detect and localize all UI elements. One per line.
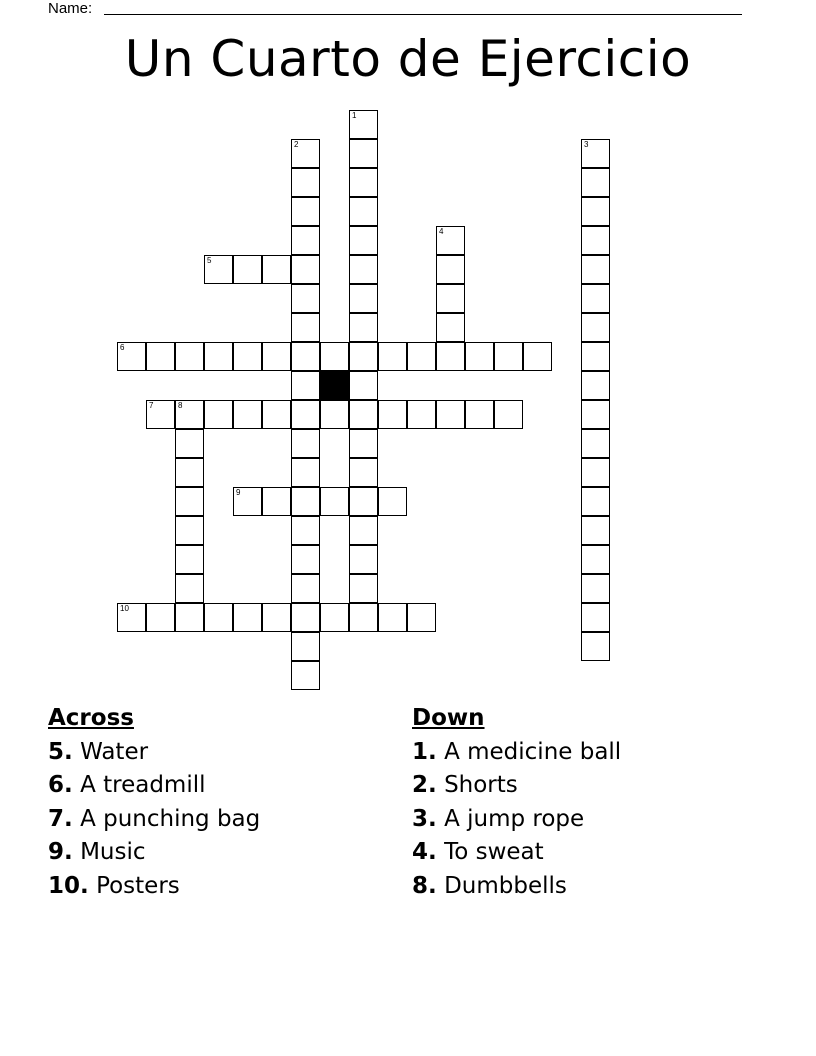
grid-cell[interactable] (146, 400, 175, 429)
across-clues (48, 702, 260, 903)
down-clues (412, 702, 621, 903)
grid-cell[interactable] (233, 255, 262, 284)
grid-cell[interactable] (233, 603, 262, 632)
grid-cell[interactable] (233, 400, 262, 429)
grid-cell[interactable] (581, 603, 610, 632)
grid-cell[interactable] (407, 603, 436, 632)
grid-cell[interactable] (581, 342, 610, 371)
grid-cell[interactable] (262, 342, 291, 371)
name-label: Name: (48, 0, 93, 17)
grid-cell[interactable] (436, 284, 465, 313)
grid-cell[interactable] (291, 226, 320, 255)
grid-cell[interactable] (320, 603, 349, 632)
clue-text: To sweat (444, 839, 544, 865)
grid-cell[interactable] (175, 342, 204, 371)
cell-number: 1 (352, 111, 357, 120)
grid-cell[interactable] (291, 487, 320, 516)
clue-text: Dumbbells (444, 872, 567, 899)
cell-number: 3 (584, 140, 589, 149)
grid-cell[interactable] (523, 342, 552, 371)
grid-cell[interactable] (291, 661, 320, 690)
clue-text: Water (80, 738, 149, 765)
grid-cell[interactable] (436, 400, 465, 429)
cell-number: 10 (120, 604, 129, 613)
cell-number: 6 (120, 343, 125, 352)
grid-cell[interactable] (291, 516, 320, 545)
grid-cell[interactable] (349, 487, 378, 516)
cell-number: 5 (207, 256, 212, 265)
clue-text: Shorts (444, 772, 518, 798)
grid-cell[interactable] (291, 313, 320, 342)
grid-cell[interactable] (349, 545, 378, 574)
grid-cell[interactable] (581, 429, 610, 458)
puzzle-title: Un Cuarto de Ejercicio (124, 30, 692, 88)
grid-cell[interactable] (291, 400, 320, 429)
grid-cell[interactable] (291, 429, 320, 458)
grid-cell[interactable] (291, 255, 320, 284)
clue-text: A treadmill (80, 772, 206, 798)
grid-cell[interactable] (291, 284, 320, 313)
grid-cell[interactable] (349, 313, 378, 342)
grid-cell[interactable] (233, 342, 262, 371)
grid-cell[interactable] (581, 226, 610, 255)
grid-cell[interactable] (436, 226, 465, 255)
grid-cell[interactable] (465, 400, 494, 429)
clue-number: 7. (48, 805, 73, 832)
clue-across-5 (48, 736, 260, 770)
cell-number: 7 (149, 401, 154, 410)
grid-cell[interactable] (465, 342, 494, 371)
grid-cell[interactable] (349, 603, 378, 632)
grid-cell[interactable] (581, 371, 610, 400)
grid-cell[interactable] (291, 603, 320, 632)
grid-cell[interactable] (349, 110, 378, 139)
grid-cell[interactable] (581, 168, 610, 197)
grid-cell[interactable] (291, 168, 320, 197)
grid-cell[interactable] (581, 255, 610, 284)
grid-cell[interactable] (494, 342, 523, 371)
clue-down-4 (412, 836, 621, 870)
clue-text: A punching bag (80, 805, 261, 832)
clue-number: 3. (412, 805, 437, 832)
grid-cell[interactable] (291, 458, 320, 487)
grid-cell[interactable] (349, 168, 378, 197)
clue-across-7 (48, 803, 260, 837)
grid-cell[interactable] (204, 255, 233, 284)
grid-cell[interactable] (436, 255, 465, 284)
grid-cell[interactable] (291, 574, 320, 603)
grid-cell[interactable] (581, 400, 610, 429)
clue-down-2 (412, 769, 621, 803)
grid-cell[interactable] (581, 574, 610, 603)
clue-number: 2. (412, 772, 437, 798)
grid-cell[interactable] (291, 197, 320, 226)
grid-cell[interactable] (117, 603, 146, 632)
grid-cell[interactable] (291, 139, 320, 168)
grid-cell[interactable] (204, 400, 233, 429)
grid-cell[interactable] (320, 342, 349, 371)
grid-cell[interactable] (581, 284, 610, 313)
grid-cell[interactable] (581, 516, 610, 545)
grid-cell[interactable] (291, 545, 320, 574)
grid-cell[interactable] (175, 545, 204, 574)
clue-number: 8. (412, 872, 437, 899)
grid-cell[interactable] (581, 545, 610, 574)
clue-down-3 (412, 803, 621, 837)
clue-text: Music (80, 839, 146, 865)
grid-cell[interactable] (349, 458, 378, 487)
grid-cell[interactable] (349, 284, 378, 313)
cell-number: 4 (439, 227, 444, 236)
grid-cell[interactable] (175, 516, 204, 545)
grid-cell[interactable] (291, 342, 320, 371)
clue-text: Posters (96, 872, 180, 899)
grid-block-cell (320, 371, 349, 400)
grid-cell[interactable] (291, 371, 320, 400)
clue-number: 6. (48, 772, 73, 798)
grid-cell[interactable] (581, 197, 610, 226)
grid-cell[interactable] (349, 226, 378, 255)
grid-cell[interactable] (349, 371, 378, 400)
grid-cell[interactable] (320, 487, 349, 516)
grid-cell[interactable] (378, 603, 407, 632)
grid-cell[interactable] (581, 632, 610, 661)
clue-number: 9. (48, 839, 73, 865)
clue-number: 10. (48, 872, 89, 899)
grid-cell[interactable] (349, 342, 378, 371)
grid-cell[interactable] (407, 400, 436, 429)
grid-cell[interactable] (175, 487, 204, 516)
grid-cell[interactable] (349, 429, 378, 458)
grid-cell[interactable] (581, 313, 610, 342)
grid-cell[interactable] (320, 400, 349, 429)
grid-cell[interactable] (175, 574, 204, 603)
grid-cell[interactable] (494, 400, 523, 429)
grid-cell[interactable] (146, 603, 175, 632)
clue-text: A medicine ball (444, 738, 622, 765)
grid-cell[interactable] (146, 342, 175, 371)
grid-cell[interactable] (581, 139, 610, 168)
grid-cell[interactable] (204, 342, 233, 371)
grid-cell[interactable] (378, 487, 407, 516)
grid-cell[interactable] (262, 603, 291, 632)
clue-across-6 (48, 769, 260, 803)
grid-cell[interactable] (175, 458, 204, 487)
clue-number: 1. (412, 738, 437, 765)
cell-number: 9 (236, 488, 241, 497)
grid-cell[interactable] (407, 342, 436, 371)
grid-cell[interactable] (204, 603, 233, 632)
grid-cell[interactable] (436, 313, 465, 342)
grid-cell[interactable] (349, 516, 378, 545)
grid-cell[interactable] (117, 342, 146, 371)
clue-number: 5. (48, 738, 73, 765)
down-heading: Down (412, 705, 485, 731)
cell-number: 8 (178, 401, 183, 410)
clue-across-10 (48, 870, 260, 904)
cell-number: 2 (294, 140, 299, 149)
grid-cell[interactable] (262, 400, 291, 429)
grid-cell[interactable] (581, 458, 610, 487)
grid-cell[interactable] (349, 400, 378, 429)
grid-cell[interactable] (378, 400, 407, 429)
grid-cell[interactable] (436, 342, 465, 371)
grid-cell[interactable] (349, 139, 378, 168)
grid-cell[interactable] (262, 487, 291, 516)
grid-cell[interactable] (349, 255, 378, 284)
clue-number: 4. (412, 839, 437, 865)
grid-cell[interactable] (175, 400, 204, 429)
grid-cell[interactable] (378, 342, 407, 371)
clue-across-9 (48, 836, 260, 870)
grid-cell[interactable] (175, 603, 204, 632)
grid-cell[interactable] (233, 487, 262, 516)
grid-cell[interactable] (349, 197, 378, 226)
across-heading: Across (48, 705, 134, 731)
grid-cell[interactable] (581, 487, 610, 516)
clue-down-1 (412, 736, 621, 770)
clue-down-8 (412, 870, 621, 904)
clue-text: A jump rope (444, 805, 585, 832)
grid-cell[interactable] (291, 632, 320, 661)
grid-cell[interactable] (175, 429, 204, 458)
grid-cell[interactable] (349, 574, 378, 603)
grid-cell[interactable] (262, 255, 291, 284)
